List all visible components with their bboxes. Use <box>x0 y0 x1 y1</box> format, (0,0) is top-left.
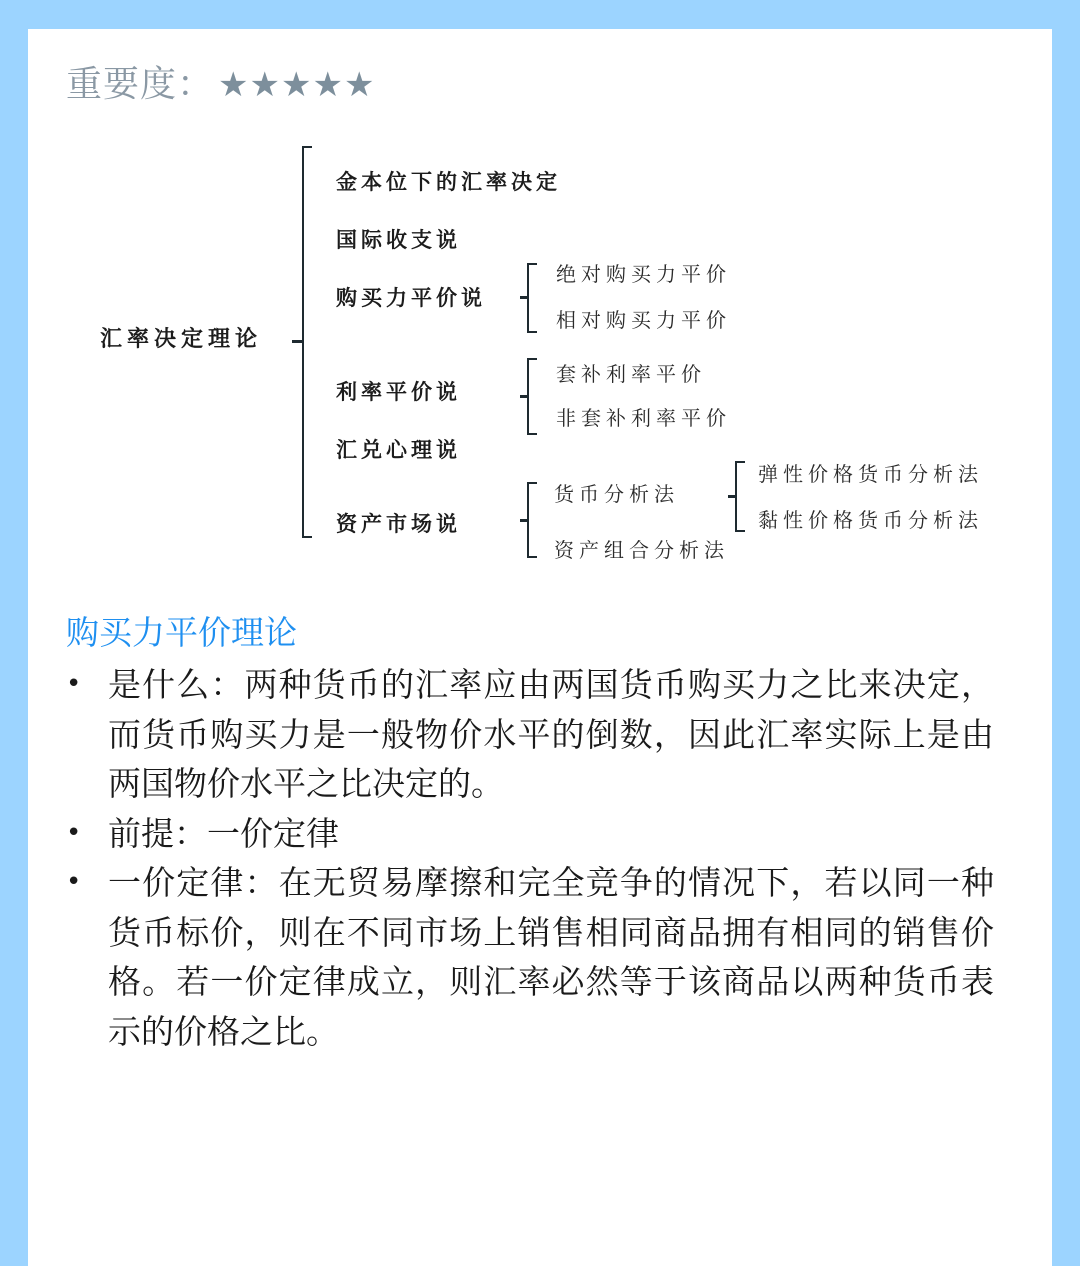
exchange-rate-theory-diagram <box>0 0 1080 600</box>
theory-balance-of-payments: 国际收支说 <box>336 227 461 252</box>
bullet-text: 是什么：两种货币的汇率应由两国货币购买力之比来决定，而货币购买力是一般物价水平的倒数，因此汇率实际上是由两国物价水平之比决定的。 <box>108 665 994 803</box>
theory-psychological: 汇兑心理说 <box>336 437 461 462</box>
flexible-price-monetary: 弹性价格货币分析法 <box>758 462 983 486</box>
star-rating-icon: ★★★★★ <box>218 65 376 105</box>
importance-label: 重要度： <box>66 64 215 105</box>
portfolio-approach: 资产组合分析法 <box>554 538 729 562</box>
bullet-premise <box>64 809 994 859</box>
interest-parity-bracket-notch <box>520 395 529 398</box>
bullet-marker-icon: • <box>66 817 82 848</box>
ppp-bracket-notch <box>520 296 529 299</box>
ppp-bullet-list <box>64 660 994 1056</box>
theory-asset-market: 资产市场说 <box>336 511 461 536</box>
monetary-approach-bracket-notch <box>728 495 737 498</box>
bullet-law-of-one-price <box>64 858 994 1056</box>
uncovered-interest-parity: 非套补利率平价 <box>556 406 731 430</box>
bullet-text: 前提：一价定律 <box>108 813 339 853</box>
bullet-marker-icon: • <box>66 867 82 897</box>
section-title: 购买力平价理论 <box>66 613 297 652</box>
asset-market-bracket-notch <box>520 519 529 522</box>
relative-ppp: 相对购买力平价 <box>556 308 731 332</box>
theory-ppp: 购买力平价说 <box>336 285 486 310</box>
monetary-approach: 货币分析法 <box>554 482 679 506</box>
main-bracket-notch <box>292 340 304 343</box>
theory-gold-standard: 金本位下的汇率决定 <box>336 169 561 194</box>
bullet-definition <box>64 660 994 809</box>
diagram-root: 汇率决定理论 <box>100 326 263 352</box>
covered-interest-parity: 套补利率平价 <box>556 362 706 386</box>
bullet-text: 一价定律：在无贸易摩擦和完全竞争的情况下，若以同一种货币标价，则在不同市场上销售相同商品拥有相同的销售价格。若一价定律成立，则汇率必然等于该商品以两种货币表示的价格之比。 <box>108 863 994 1051</box>
theory-interest-parity: 利率平价说 <box>336 379 461 404</box>
bullet-marker-icon: • <box>66 669 82 699</box>
sticky-price-monetary: 黏性价格货币分析法 <box>758 508 983 532</box>
absolute-ppp: 绝对购买力平价 <box>556 262 731 286</box>
